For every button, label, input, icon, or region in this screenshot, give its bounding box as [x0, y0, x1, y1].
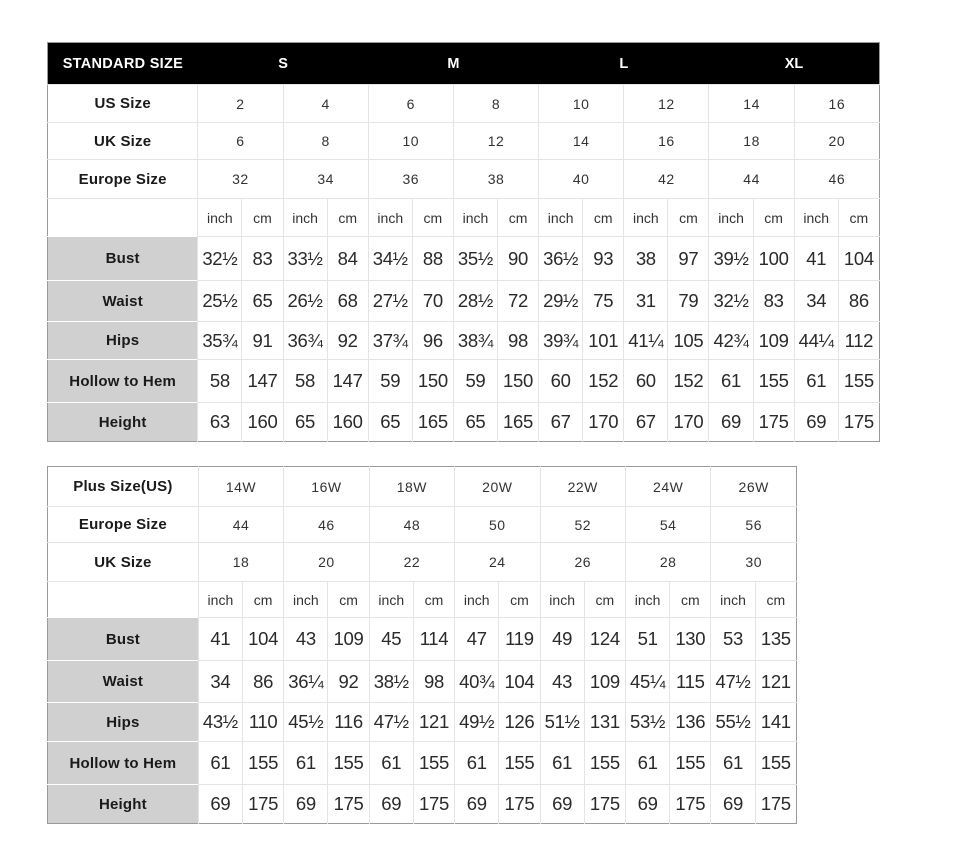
size-value: 4 — [283, 85, 368, 123]
unit-label: inch — [369, 582, 413, 618]
size-value: 32 — [198, 160, 283, 199]
measure-value: 93 — [583, 237, 624, 281]
measure-value: 49½ — [455, 703, 499, 742]
size-value: 14 — [709, 85, 794, 123]
unit-label: cm — [584, 582, 625, 618]
unit-label: inch — [624, 199, 668, 237]
units-row-blank — [48, 582, 199, 618]
measure-value: 35½ — [453, 237, 497, 281]
size-group-l: L — [539, 43, 709, 85]
size-value: 44 — [709, 160, 794, 199]
size-group-xl: XL — [709, 43, 880, 85]
size-value: 14 — [539, 123, 624, 160]
unit-label: inch — [453, 199, 497, 237]
measure-value: 61 — [625, 742, 669, 785]
unit-label: cm — [838, 199, 879, 237]
measure-value: 38½ — [369, 661, 413, 703]
measure-value: 150 — [497, 360, 538, 403]
measure-value: 68 — [327, 281, 368, 322]
measure-value: 121 — [413, 703, 454, 742]
size-value: 2 — [198, 85, 283, 123]
measure-value: 114 — [413, 618, 454, 661]
measure-row-bust — [48, 618, 797, 661]
measure-value: 38¾ — [453, 322, 497, 360]
measure-value: 92 — [328, 661, 369, 703]
size-value: 6 — [198, 123, 283, 160]
measure-value: 84 — [327, 237, 368, 281]
measure-value: 65 — [453, 403, 497, 442]
measure-row-bust — [48, 237, 880, 281]
measure-value: 121 — [755, 661, 796, 703]
measure-row-height — [48, 785, 797, 824]
unit-label: cm — [413, 582, 454, 618]
size-value: 24 — [455, 543, 540, 582]
measure-value: 43 — [284, 618, 328, 661]
unit-label: cm — [670, 582, 711, 618]
measure-value: 75 — [583, 281, 624, 322]
unit-label: cm — [412, 199, 453, 237]
unit-label: inch — [198, 582, 242, 618]
unit-label: cm — [755, 582, 796, 618]
measure-value: 69 — [284, 785, 328, 824]
size-row-us-size — [48, 85, 880, 123]
size-value: 26 — [540, 543, 625, 582]
measure-value: 61 — [540, 742, 584, 785]
measure-value: 69 — [540, 785, 584, 824]
size-value: 34 — [283, 160, 368, 199]
unit-label: cm — [499, 582, 540, 618]
measure-value: 155 — [753, 360, 794, 403]
size-value: 16 — [624, 123, 709, 160]
measure-value: 63 — [198, 403, 242, 442]
measure-value: 136 — [670, 703, 711, 742]
unit-label: inch — [198, 199, 242, 237]
measure-value: 39¾ — [539, 322, 583, 360]
row-label: Europe Size — [48, 160, 198, 199]
unit-label: inch — [539, 199, 583, 237]
measure-value: 34½ — [368, 237, 412, 281]
measure-value: 37¾ — [368, 322, 412, 360]
size-value: 52 — [540, 507, 625, 543]
measure-value: 36¾ — [283, 322, 327, 360]
measure-value: 70 — [412, 281, 453, 322]
unit-label: inch — [455, 582, 499, 618]
measure-label: Hips — [48, 703, 199, 742]
size-value: 10 — [368, 123, 453, 160]
measure-value: 45¼ — [625, 661, 669, 703]
measure-value: 49 — [540, 618, 584, 661]
units-row — [48, 199, 880, 237]
row-label: UK Size — [48, 123, 198, 160]
size-value: 24W — [625, 467, 710, 507]
measure-value: 29½ — [539, 281, 583, 322]
measure-value: 130 — [670, 618, 711, 661]
measure-value: 27½ — [368, 281, 412, 322]
measure-label: Height — [48, 403, 198, 442]
measure-value: 131 — [584, 703, 625, 742]
size-row-uk-size — [48, 543, 797, 582]
measure-value: 155 — [838, 360, 879, 403]
measure-value: 91 — [242, 322, 283, 360]
measure-value: 105 — [668, 322, 709, 360]
size-value: 18W — [369, 467, 454, 507]
measure-value: 88 — [412, 237, 453, 281]
measure-value: 53½ — [625, 703, 669, 742]
measure-value: 175 — [243, 785, 284, 824]
size-value: 18 — [198, 543, 283, 582]
measure-value: 110 — [243, 703, 284, 742]
measure-value: 124 — [584, 618, 625, 661]
size-value: 22W — [540, 467, 625, 507]
size-value: 30 — [711, 543, 797, 582]
measure-value: 42¾ — [709, 322, 753, 360]
size-value: 8 — [453, 85, 538, 123]
measure-value: 41¼ — [624, 322, 668, 360]
measure-value: 119 — [499, 618, 540, 661]
measure-value: 31 — [624, 281, 668, 322]
measure-value: 39½ — [709, 237, 753, 281]
measure-value: 69 — [455, 785, 499, 824]
measure-value: 83 — [242, 237, 283, 281]
measure-row-hips — [48, 322, 880, 360]
measure-value: 165 — [412, 403, 453, 442]
unit-label: cm — [668, 199, 709, 237]
measure-value: 155 — [584, 742, 625, 785]
size-value: 16W — [284, 467, 369, 507]
unit-label: inch — [283, 199, 327, 237]
measure-value: 69 — [794, 403, 838, 442]
row-label: UK Size — [48, 543, 199, 582]
measure-row-waist — [48, 661, 797, 703]
measure-value: 155 — [243, 742, 284, 785]
measure-value: 92 — [327, 322, 368, 360]
measure-value: 67 — [539, 403, 583, 442]
measure-value: 69 — [625, 785, 669, 824]
measure-value: 61 — [711, 742, 755, 785]
measure-value: 25½ — [198, 281, 242, 322]
measure-value: 175 — [838, 403, 879, 442]
size-value: 16 — [794, 85, 879, 123]
measure-value: 59 — [453, 360, 497, 403]
measure-value: 38 — [624, 237, 668, 281]
standard-size-table — [47, 42, 880, 442]
row-label: Europe Size — [48, 507, 199, 543]
measure-value: 59 — [368, 360, 412, 403]
measure-value: 53 — [711, 618, 755, 661]
measure-value: 150 — [412, 360, 453, 403]
measure-value: 45½ — [284, 703, 328, 742]
measure-value: 47½ — [711, 661, 755, 703]
measure-value: 34 — [794, 281, 838, 322]
size-value: 12 — [624, 85, 709, 123]
size-row-plus-size-us — [48, 467, 797, 507]
measure-value: 69 — [711, 785, 755, 824]
measure-value: 104 — [243, 618, 284, 661]
measure-value: 109 — [584, 661, 625, 703]
measure-value: 152 — [583, 360, 624, 403]
measure-value: 175 — [584, 785, 625, 824]
measure-value: 45 — [369, 618, 413, 661]
size-value: 38 — [453, 160, 538, 199]
measure-value: 65 — [283, 403, 327, 442]
measure-value: 69 — [369, 785, 413, 824]
measure-row-hollow-to-hem — [48, 360, 880, 403]
size-value: 12 — [453, 123, 538, 160]
row-label: Plus Size(US) — [73, 478, 173, 495]
measure-value: 109 — [328, 618, 369, 661]
measure-value: 61 — [198, 742, 242, 785]
measure-value: 79 — [668, 281, 709, 322]
measure-value: 160 — [327, 403, 368, 442]
measure-value: 165 — [497, 403, 538, 442]
measure-value: 55½ — [711, 703, 755, 742]
unit-label: cm — [753, 199, 794, 237]
unit-label: cm — [242, 199, 283, 237]
measure-value: 41 — [794, 237, 838, 281]
size-value: 44 — [198, 507, 283, 543]
unit-label: cm — [583, 199, 624, 237]
measure-value: 104 — [838, 237, 879, 281]
measure-value: 60 — [539, 360, 583, 403]
measure-value: 35¾ — [198, 322, 242, 360]
measure-value: 65 — [242, 281, 283, 322]
measure-value: 109 — [753, 322, 794, 360]
measure-value: 47 — [455, 618, 499, 661]
measure-value: 41 — [198, 618, 242, 661]
measure-value: 100 — [753, 237, 794, 281]
size-value: 46 — [284, 507, 369, 543]
measure-value: 101 — [583, 322, 624, 360]
size-group-s: S — [198, 43, 368, 85]
measure-value: 141 — [755, 703, 796, 742]
measure-value: 112 — [838, 322, 879, 360]
measure-value: 61 — [794, 360, 838, 403]
measure-value: 43½ — [198, 703, 242, 742]
measure-value: 36¼ — [284, 661, 328, 703]
measure-value: 32½ — [198, 237, 242, 281]
measure-value: 61 — [284, 742, 328, 785]
measure-value: 152 — [668, 360, 709, 403]
measure-value: 170 — [583, 403, 624, 442]
size-value: 20 — [794, 123, 879, 160]
measure-value: 98 — [413, 661, 454, 703]
measure-value: 61 — [455, 742, 499, 785]
measure-value: 155 — [413, 742, 454, 785]
measure-value: 69 — [709, 403, 753, 442]
size-value: 26W — [711, 467, 797, 507]
size-value: 36 — [368, 160, 453, 199]
measure-value: 60 — [624, 360, 668, 403]
size-row-uk-size — [48, 123, 880, 160]
measure-value: 155 — [499, 742, 540, 785]
size-value: 56 — [711, 507, 797, 543]
measure-row-height — [48, 403, 880, 442]
measure-value: 61 — [709, 360, 753, 403]
measure-value: 83 — [753, 281, 794, 322]
standard-size-heading: STANDARD SIZE — [48, 43, 198, 85]
units-row-blank — [48, 199, 198, 237]
measure-value: 26½ — [283, 281, 327, 322]
measure-value: 147 — [327, 360, 368, 403]
measure-value: 175 — [670, 785, 711, 824]
measure-value: 175 — [755, 785, 796, 824]
measure-row-hollow-to-hem — [48, 742, 797, 785]
unit-label: inch — [625, 582, 669, 618]
size-value: 40 — [539, 160, 624, 199]
measure-value: 43 — [540, 661, 584, 703]
measure-value: 175 — [499, 785, 540, 824]
measure-value: 69 — [198, 785, 242, 824]
size-value: 10 — [539, 85, 624, 123]
measure-value: 97 — [668, 237, 709, 281]
measure-value: 51½ — [540, 703, 584, 742]
measure-value: 90 — [497, 237, 538, 281]
measure-label: Waist — [48, 661, 199, 703]
measure-value: 44¼ — [794, 322, 838, 360]
unit-label: inch — [709, 199, 753, 237]
measure-value: 86 — [838, 281, 879, 322]
measure-value: 32½ — [709, 281, 753, 322]
measure-value: 58 — [283, 360, 327, 403]
size-value: 18 — [709, 123, 794, 160]
size-value: 14W — [198, 467, 283, 507]
unit-label: inch — [540, 582, 584, 618]
measure-value: 51 — [625, 618, 669, 661]
row-label: US Size — [48, 85, 198, 123]
measure-value: 72 — [497, 281, 538, 322]
size-value: 22 — [369, 543, 454, 582]
measure-value: 36½ — [539, 237, 583, 281]
unit-label: inch — [794, 199, 838, 237]
measure-value: 86 — [243, 661, 284, 703]
unit-label: inch — [368, 199, 412, 237]
measure-value: 116 — [328, 703, 369, 742]
measure-value: 155 — [328, 742, 369, 785]
measure-value: 98 — [497, 322, 538, 360]
measure-row-hips — [48, 703, 797, 742]
measure-value: 175 — [328, 785, 369, 824]
plus-size-table — [47, 466, 797, 824]
size-value: 28 — [625, 543, 710, 582]
size-value: 50 — [455, 507, 540, 543]
measure-label: Waist — [48, 281, 198, 322]
measure-value: 67 — [624, 403, 668, 442]
measure-value: 175 — [413, 785, 454, 824]
size-value: 54 — [625, 507, 710, 543]
measure-label: Height — [48, 785, 199, 824]
measure-value: 115 — [670, 661, 711, 703]
measure-value: 65 — [368, 403, 412, 442]
measure-label: Hollow to Hem — [48, 742, 199, 785]
size-value: 42 — [624, 160, 709, 199]
measure-value: 104 — [499, 661, 540, 703]
size-value: 8 — [283, 123, 368, 160]
measure-label: Bust — [48, 618, 199, 661]
unit-label: cm — [327, 199, 368, 237]
measure-value: 61 — [369, 742, 413, 785]
unit-label: cm — [328, 582, 369, 618]
measure-label: Hollow to Hem — [48, 360, 198, 403]
units-row — [48, 582, 797, 618]
measure-value: 126 — [499, 703, 540, 742]
measure-value: 40¾ — [455, 661, 499, 703]
size-row-europe-size — [48, 507, 797, 543]
measure-value: 33½ — [283, 237, 327, 281]
measure-value: 58 — [198, 360, 242, 403]
measure-value: 135 — [755, 618, 796, 661]
size-value: 20 — [284, 543, 369, 582]
measure-value: 34 — [198, 661, 242, 703]
measure-value: 96 — [412, 322, 453, 360]
size-group-m: M — [368, 43, 538, 85]
measure-value: 28½ — [453, 281, 497, 322]
measure-label: Hips — [48, 322, 198, 360]
measure-value: 155 — [755, 742, 796, 785]
measure-value: 147 — [242, 360, 283, 403]
size-value: 46 — [794, 160, 879, 199]
measure-value: 160 — [242, 403, 283, 442]
unit-label: cm — [497, 199, 538, 237]
unit-label: cm — [243, 582, 284, 618]
measure-row-waist — [48, 281, 880, 322]
measure-value: 170 — [668, 403, 709, 442]
measure-value: 47½ — [369, 703, 413, 742]
unit-label: inch — [284, 582, 328, 618]
size-value: 48 — [369, 507, 454, 543]
measure-label: Bust — [48, 237, 198, 281]
size-value: 20W — [455, 467, 540, 507]
measure-value: 175 — [753, 403, 794, 442]
size-row-europe-size — [48, 160, 880, 199]
unit-label: inch — [711, 582, 755, 618]
size-header-row — [48, 43, 880, 85]
measure-value: 155 — [670, 742, 711, 785]
size-value: 6 — [368, 85, 453, 123]
